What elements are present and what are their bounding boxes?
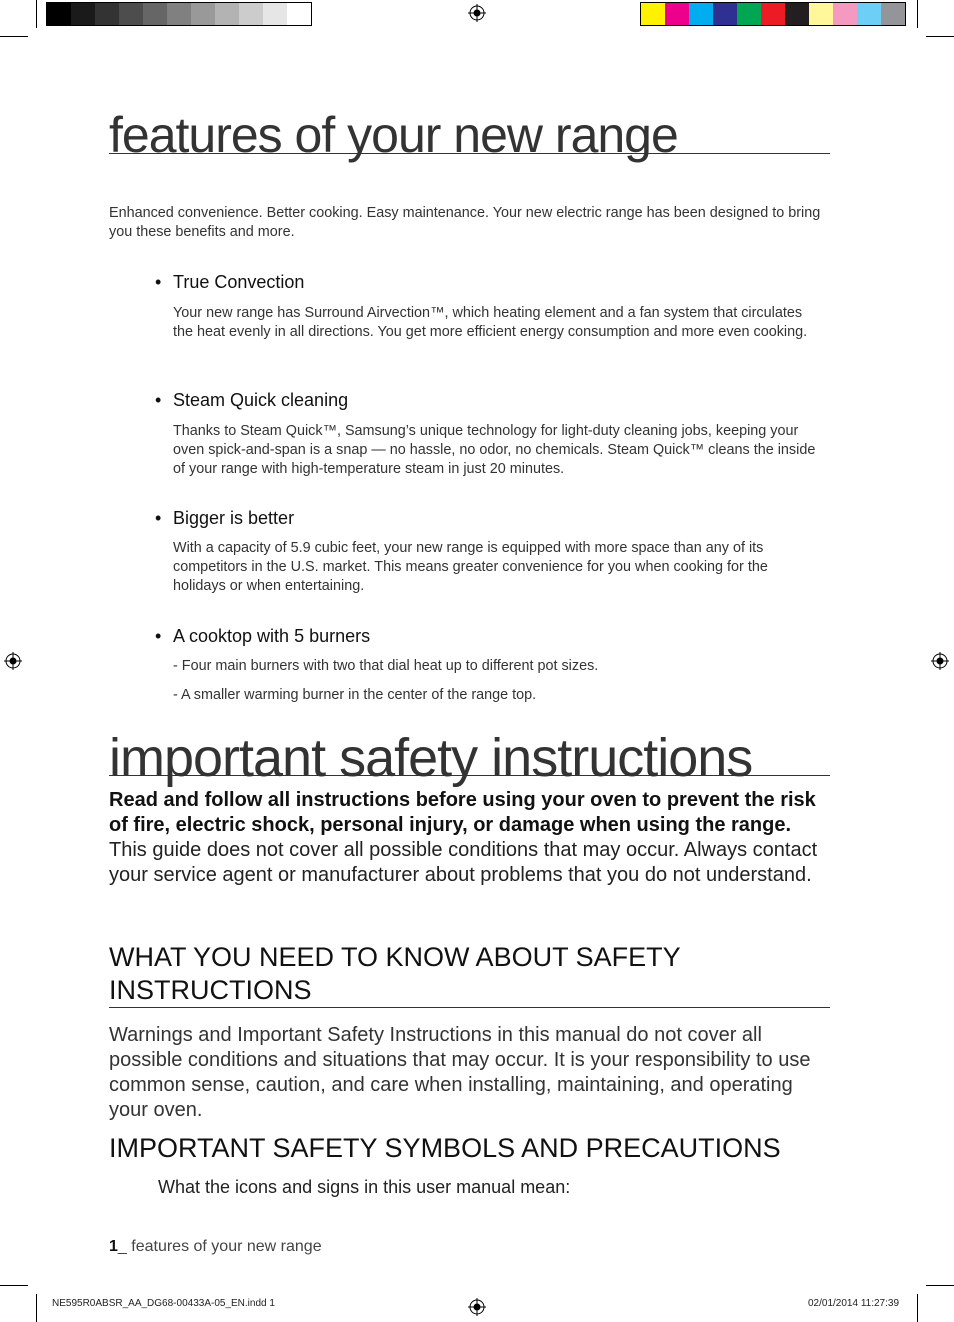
feature-body: Your new range has Surround Airvection™, which heating element and a fan system that circulates the heat evenly in all directions. You get more efficient energy consumption and more even cooking. — [173, 305, 808, 340]
color-swatch — [737, 3, 761, 25]
grayscale-color-bar — [46, 2, 312, 26]
intro-paragraph: Enhanced convenience. Better cooking. Easy maintenance. Your new electric range has been designed to bring you these benefits and more. — [109, 205, 821, 240]
color-swatch — [665, 3, 689, 25]
color-swatch — [713, 3, 737, 25]
registration-mark-icon — [931, 652, 949, 670]
crop-mark — [926, 36, 954, 37]
color-swatch — [263, 3, 287, 25]
color-swatch — [761, 3, 785, 25]
crop-mark — [36, 1294, 37, 1322]
feature-heading: • A cooktop with 5 burners — [155, 626, 371, 646]
feature-line: - Four main burners with two that dial heat up to different pot sizes. — [173, 658, 599, 674]
color-swatch — [167, 3, 191, 25]
safety-title: important safety instructions — [109, 731, 830, 776]
color-swatch — [191, 3, 215, 25]
feature-heading: • True Convection — [155, 272, 305, 292]
safety-lead-bold: Read and follow all instructions before using your oven to prevent the risk of fire, electric shock, personal injury, or damage when using the range. — [109, 789, 816, 836]
page-footer — [109, 1238, 322, 1256]
registration-mark-icon — [4, 652, 22, 670]
print-slug-filename: NE595R0ABSR_AA_DG68-00433A-05_EN.indd 1 — [52, 1298, 275, 1309]
page-title: features of your new range — [109, 110, 830, 154]
color-swatch — [215, 3, 239, 25]
safety-lead-rest: This guide does not cover all possible conditions that may occur. Always contact your service agent or manufacturer about problems that you do not understand. — [109, 839, 818, 886]
safety-lead-paragraph — [109, 788, 829, 888]
section-heading-safety-instructions: WHAT YOU NEED TO KNOW ABOUT SAFETY INSTRUCTIONS — [109, 941, 830, 1008]
feature-heading: • Bigger is better — [155, 508, 295, 528]
color-swatch — [71, 3, 95, 25]
color-swatch — [95, 3, 119, 25]
color-swatch — [143, 3, 167, 25]
registration-mark-icon — [468, 4, 486, 22]
color-swatch — [857, 3, 881, 25]
process-color-bar — [640, 2, 906, 26]
color-swatch — [641, 3, 665, 25]
crop-mark — [36, 0, 37, 28]
color-swatch — [809, 3, 833, 25]
section-heading-safety-symbols: IMPORTANT SAFETY SYMBOLS AND PRECAUTIONS — [109, 1133, 781, 1163]
section-body: Warnings and Important Safety Instructions in this manual do not cover all possible conditions and situations that may occur. It is your responsibility to use common sense, caution, and care when installing, maintaining, and operating your oven. — [109, 1024, 811, 1121]
feature-body: With a capacity of 5.9 cubic feet, your new range is equipped with more space than any of its competitors in the U.S. market. This means greater convenience for you when cooking for the holidays or when entertaining. — [173, 540, 768, 594]
color-swatch — [833, 3, 857, 25]
color-swatch — [881, 3, 905, 25]
feature-body: Thanks to Steam Quick™, Samsung’s unique technology for light-duty cleaning jobs, keeping your oven spick-and-span is a snap — no hassle, no odor, no chemicals. Steam Quick™ cleans the inside of your range with high-temperature steam in just 20 minutes. — [173, 423, 816, 477]
print-slug-timestamp: 02/01/2014 11:27:39 — [808, 1298, 900, 1309]
page-number: 1 — [109, 1238, 118, 1255]
section-subtext: What the icons and signs in this user manual mean: — [158, 1177, 571, 1197]
color-swatch — [239, 3, 263, 25]
color-swatch — [119, 3, 143, 25]
crop-mark — [917, 1294, 918, 1322]
feature-heading: • Steam Quick cleaning — [155, 390, 349, 410]
color-swatch — [785, 3, 809, 25]
color-swatch — [47, 3, 71, 25]
color-swatch — [287, 3, 311, 25]
crop-mark — [0, 1285, 28, 1286]
crop-mark — [917, 0, 918, 28]
crop-mark — [926, 1285, 954, 1286]
feature-line: - A smaller warming burner in the center of the range top. — [173, 687, 537, 703]
registration-mark-icon — [468, 1298, 486, 1316]
footer-label: _ features of your new range — [117, 1238, 322, 1255]
crop-mark — [0, 36, 28, 37]
color-swatch — [689, 3, 713, 25]
